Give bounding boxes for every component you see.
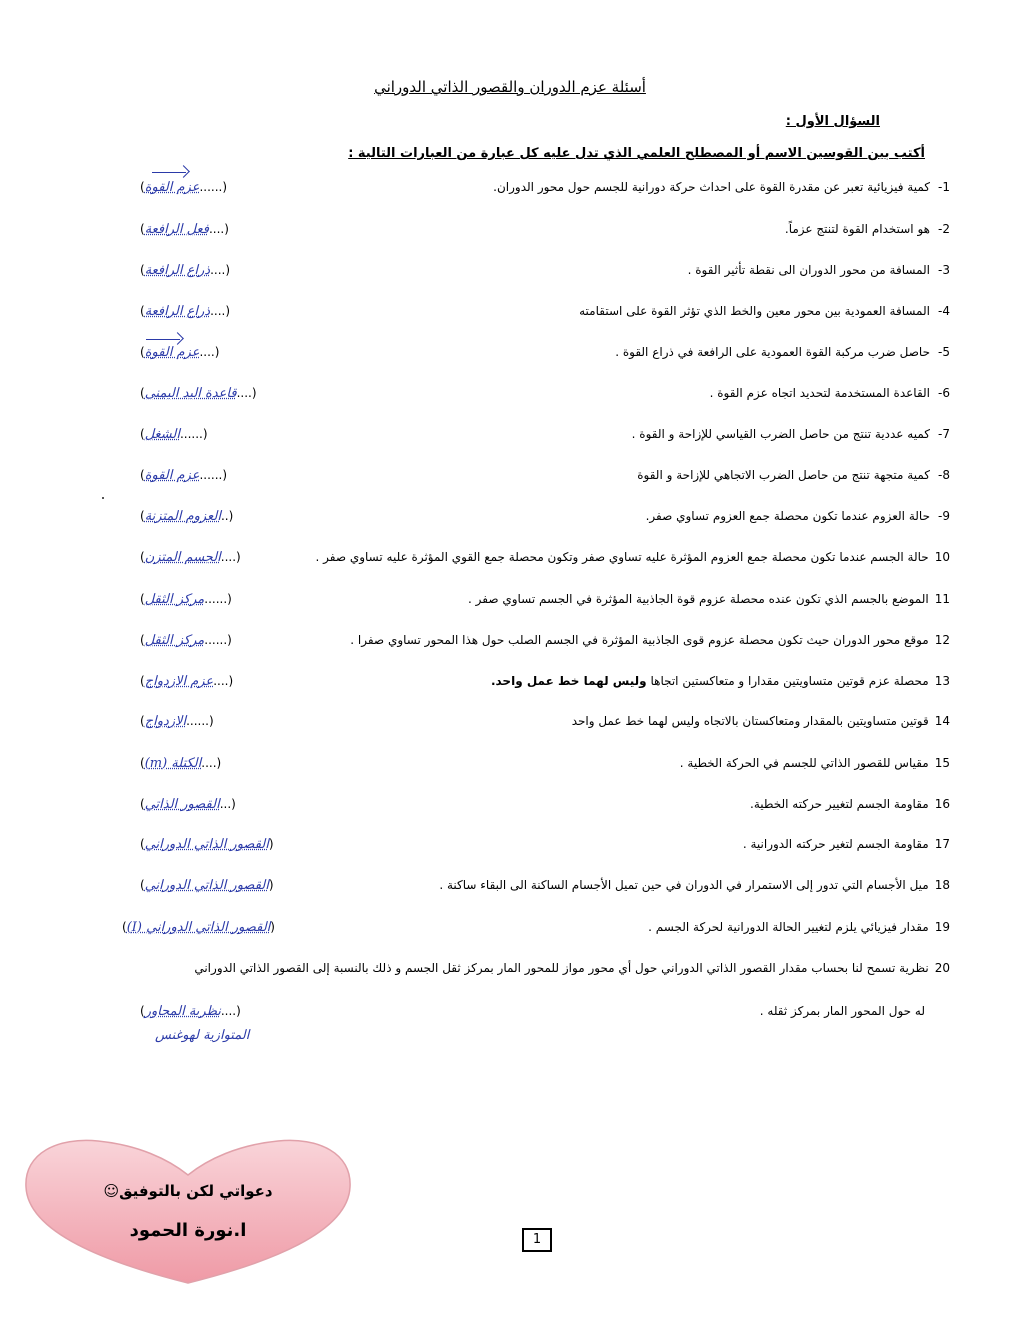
stray-dot (102, 497, 104, 499)
answer-18: (القصور الذاتي الدوراني) (140, 878, 274, 893)
handwritten-answer: ذراع الرافعة (144, 304, 211, 319)
question-text: المسافة من محور الدوران الى نقطة تأثير القوة . (687, 263, 930, 277)
vector-arrow-icon (152, 172, 186, 183)
handwritten-answer: الجسم المتزن (144, 550, 221, 565)
answer-4: (ذراع الرافعة....) (140, 304, 231, 319)
question-5 (615, 345, 950, 359)
question-number: 9- (938, 509, 950, 523)
handwritten-answer: العزوم المتزنة (144, 509, 221, 524)
question-number: 14 (934, 714, 950, 728)
question-text: مقدار فيزيائي يلزم لتغيير الحالة الدورانية لحركة الجسم . (648, 920, 929, 934)
question-text: الموضع بالجسم الذي تكون عنده محصلة عزوم قوة الجاذبية المؤثرة في الجسم تساوي صفر . (468, 592, 929, 606)
question-number: 11 (934, 592, 950, 606)
handwritten-answer-extra: المتوازية لهوغنس (155, 1028, 250, 1043)
heart-message: دعواتي لكن بالتوفيق☺ (103, 1182, 273, 1200)
page-title: أسئلة عزم الدوران والقصور الذاتي الدوراني (374, 78, 646, 96)
answer-6: (قاعدة اليد اليمنى....) (140, 386, 257, 401)
handwritten-answer: القصور الذاتي الدوراني (144, 878, 269, 893)
answer-7: (الشغل......) (140, 427, 208, 442)
handwritten-answer: القصور الذاتي (144, 797, 220, 812)
question-number: 6- (938, 386, 950, 400)
handwritten-answer: عزم القوة (144, 468, 200, 483)
question-20 (194, 961, 950, 975)
question-text: قوتين متساويتين بالمقدار ومتعاكستان بالاتجاه وليس لهما خط عمل واحد (571, 714, 929, 728)
question-number: 1- (938, 180, 950, 194)
heart-badge (18, 1135, 358, 1285)
question-text: حالة العزوم عندما تكون محصلة جمع العزوم تساوي صفر. (645, 509, 930, 523)
answer-20: (نظرية المحاور....) (140, 1004, 241, 1019)
answer-16: (القصور الذاتي...) (140, 797, 236, 812)
question-number: 20 (934, 961, 950, 975)
question-4 (579, 304, 950, 318)
question-text: المسافة العمودية بين محور معين والخط الذي تؤثر القوة على استقامته (579, 304, 930, 318)
question-number: 15 (934, 756, 950, 770)
handwritten-answer: القصور الذاتي الدوراني (I) (126, 920, 271, 935)
answer-12: (مركز الثقل......) (140, 633, 232, 648)
question-3 (688, 263, 950, 277)
instruction: أكتب بين القوسين الاسم أو المصطلح العلمي الذي تدل عليه كل عبارة من العبارات التالية : (348, 146, 925, 161)
question-13 (491, 674, 950, 688)
question-11 (468, 592, 950, 606)
question-number: 10 (934, 550, 950, 564)
question-number: 3- (938, 263, 950, 277)
question-number: 7- (938, 427, 950, 441)
handwritten-answer: عزم القوة (144, 345, 200, 360)
handwritten-answer: الشغل (144, 427, 180, 442)
question-number: 2- (938, 222, 950, 236)
handwritten-answer: القصور الذاتي الدوراني (144, 837, 269, 852)
question-1 (493, 180, 950, 194)
question-number: 8- (938, 468, 950, 482)
vector-arrow-icon (146, 339, 180, 350)
handwritten-answer: الكتلة (m) (144, 756, 202, 771)
handwritten-answer: نظرية المحاور (144, 1004, 221, 1019)
handwritten-answer: فعل الرافعة (144, 222, 209, 237)
answer-9: (العزوم المتزنة..) (140, 509, 234, 524)
question-7 (632, 427, 950, 441)
question-2 (785, 222, 950, 236)
handwritten-answer: الازدواج (144, 714, 187, 729)
answer-17: (القصور الذاتي الدوراني) (140, 837, 274, 852)
question-number: 13 (934, 674, 950, 688)
handwritten-answer: عزم القوة (144, 180, 200, 195)
question-18 (439, 878, 950, 892)
question-14 (572, 714, 950, 728)
question-number: 18 (934, 878, 950, 892)
section-label: السؤال الأول : (785, 114, 880, 129)
question-text: ميل الأجسام التي تدور إلى الاستمرار في الدوران في حين تميل الأجسام الساكنة الى البقاء ساكنة . (439, 878, 929, 892)
question-text: القاعدة المستخدمة لتحديد اتجاه عزم القوة . (709, 386, 930, 400)
question-20-continuation: له حول المحور المار بمركز ثقله . (759, 1004, 925, 1018)
question-text: حاصل ضرب مركبة القوة العمودية على الرافعة في ذراع القوة . (615, 345, 930, 359)
question-10 (316, 550, 950, 564)
question-6 (710, 386, 950, 400)
question-text: كمية متجهة تنتج من حاصل الضرب الاتجاهي للإزاحة و القوة (637, 468, 930, 482)
question-text: مقاومة الجسم لتغيير حركته الخطية. (750, 797, 929, 811)
handwritten-answer: مركز الثقل (144, 633, 205, 648)
question-16 (750, 797, 950, 811)
answer-15: (الكتلة (m)....) (140, 756, 222, 771)
question-number: 5- (938, 345, 950, 359)
handwritten-answer: مركز الثقل (144, 592, 205, 607)
teacher-name: ا.نورة الحمود (129, 1220, 247, 1241)
question-number: 4- (938, 304, 950, 318)
question-number: 12 (934, 633, 950, 647)
question-19 (648, 920, 950, 934)
question-text: محصلة عزم قوتين متساويتين مقدارا و متعاكستين اتجاها (650, 674, 929, 688)
question-text: كميه عددية تنتج من حاصل الضرب القياسي للإزاحة و القوة . (631, 427, 930, 441)
question-text: كمية فيزيائية تعبر عن مقدرة القوة على احداث حركة دورانية للجسم حول محور الدوران. (493, 180, 930, 194)
answer-8: (عزم القوة......) (140, 468, 228, 483)
question-text: مقياس للقصور الذاتي للجسم في الحركة الخطية . (679, 756, 929, 770)
question-text: حالة الجسم عندما تكون محصلة جمع العزوم المؤثرة عليه تساوي صفر وتكون محصلة جمع القوي المؤثرة عليه تساوي صفر . (315, 550, 929, 564)
answer-19: (القصور الذاتي الدوراني (I)) (122, 920, 275, 935)
answer-3: (ذراع الرافعة....) (140, 263, 231, 278)
question-text: موقع محور الدوران حيث تكون محصلة عزوم قوى الجاذبية المؤثرة في الجسم الصلب حول هذا المحور تساوي صفرا . (350, 633, 929, 647)
question-9 (646, 509, 950, 523)
handwritten-answer: ذراع الرافعة (144, 263, 211, 278)
question-text: هو استخدام القوة لتنتج عزماً. (784, 222, 930, 236)
handwritten-answer: عزم الازدواج (144, 674, 214, 689)
answer-13: (عزم الازدواج....) (140, 674, 234, 689)
question-text: مقاومة الجسم لتغير حركته الدورانية . (742, 837, 929, 851)
question-number: 19 (934, 920, 950, 934)
answer-1: (عزم القوة......) (140, 180, 228, 195)
question-number: 17 (934, 837, 950, 851)
answer-5: (عزم القوة....) (140, 345, 220, 360)
question-12 (350, 633, 950, 647)
answer-10: (الجسم المتزن....) (140, 550, 241, 565)
page-number: 1 (522, 1228, 552, 1252)
question-17 (743, 837, 950, 851)
question-15 (680, 756, 950, 770)
answer-2: (فعل الرافعة....) (140, 222, 229, 237)
heart-shape (18, 1135, 358, 1285)
question-number: 16 (934, 797, 950, 811)
answer-14: (الازدواج......) (140, 714, 214, 729)
question-text-bold: وليس لهما خط عمل واحد. (490, 674, 647, 688)
answer-11: (مركز الثقل......) (140, 592, 232, 607)
question-text: نظرية تسمح لنا بحساب مقدار القصور الذاتي الدوراني حول أي محور مواز للمحور المار بمركز ثقل الجسم و ذلك بالنسبة إلى القصور الذاتي الدوراني (194, 961, 929, 975)
question-8 (637, 468, 950, 482)
handwritten-answer: قاعدة اليد اليمنى (144, 386, 237, 401)
